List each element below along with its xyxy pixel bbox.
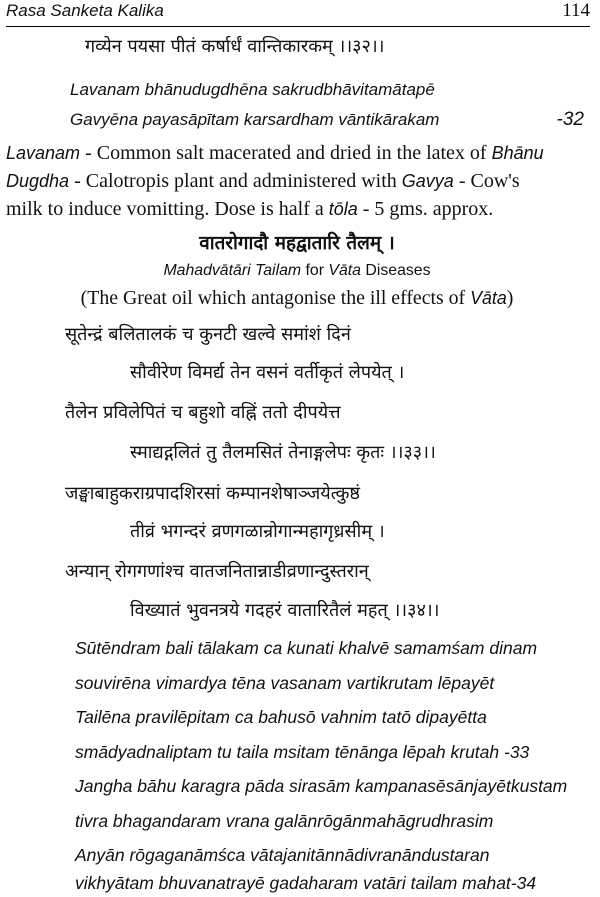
explanation-line-3 [6, 198, 493, 221]
subtitle-term: Mahadvātāri Tailam [163, 262, 302, 279]
sanskrit-verse-32-end: गव्येन पयसा पीतं कर्षार्धं वान्तिकारकम् ।।३२।। [85, 36, 385, 57]
sanskrit-verse-line: स्माद्यद्गलितं तु तैलमसितं तेनाङ्गलेपः कृतः ।।३३।। [130, 442, 436, 463]
translit-verse-line: tivra bhagandaram vrana galānrōgānmahāgrudhrasim [75, 811, 494, 831]
translit-verse-line: Sūtēndram bali tālakam ca kunati khalvē samamśam dinam [75, 638, 538, 658]
description-text: ) [506, 287, 514, 309]
translit-line: Gavyēna payasāpītam karsardham vāntikārakam [70, 110, 440, 129]
translit-verse-line: smādyadnaliptam tu taila msitam tēnānga lēpah krutah -33 [75, 742, 530, 762]
term: Gavya [401, 171, 454, 191]
translit-verse-line: Tailēna pravilēpitam ca bahusō vahnim tatō dipayētta [75, 707, 487, 727]
translit-line: Lavanam bhānudugdhēna sakrudbhāvitamātapē [70, 80, 435, 99]
subtitle-term: Vāta [328, 262, 361, 279]
verse-number: -32 [556, 109, 584, 130]
explanation-text: - Cow's [453, 170, 520, 192]
explanation-text: - 5 gms. approx. [357, 198, 494, 220]
translit-verse-line: vikhyātam bhuvanatrayē gadaharam vatāri tailam mahat-34 [75, 873, 537, 893]
section-description [0, 287, 594, 310]
translit-verse-line: souvirēna vimardya tēna vasanam vartikrutam lēpayēt [75, 673, 495, 693]
sanskrit-verse-line: विख्यातं भुवनत्रये गदहरं वातारितैलं महत् ।।३४।। [130, 600, 440, 621]
subtitle-text: Diseases [360, 262, 431, 279]
running-title: Rasa Sanketa Kalika [6, 1, 164, 20]
explanation-text: - Common salt macerated and dried in the latex of [80, 142, 492, 164]
term: Dugdha [6, 171, 70, 191]
term: tōla [328, 199, 358, 219]
sanskrit-verse-line: तैलेन प्रविलेपितं च बहुशो वह्निं ततो दीपयेत्त [65, 402, 341, 423]
sanskrit-verse-line: जङ्घाबाहुकराग्रपादशिरसां कम्पानशेषाञ्जयेत्कुष्ठं [65, 483, 360, 504]
explanation-line-1 [6, 142, 544, 165]
term: Lavanam [6, 143, 81, 163]
explanation-line-2 [6, 170, 520, 193]
subtitle-text: for [301, 262, 329, 279]
term: Bhānu [491, 143, 544, 163]
explanation-text: - Calotropis plant and administered with [69, 170, 402, 192]
sanskrit-verse-line: सूतेन्द्रं बलितालकं च कुनटी खल्वे समांशं दिनं [65, 324, 351, 345]
explanation-text: milk to induce vomitting. Dose is half a [6, 198, 329, 220]
sanskrit-verse-line: अन्यान् रोगगणांश्च वातजनितान्नाडीव्रणान्दुस्तरान् [65, 561, 369, 582]
section-subtitle [0, 262, 594, 280]
page-header [6, 0, 590, 27]
section-title: वातरोगादौ महद्वातारि तैलम् । [199, 232, 395, 254]
sanskrit-verse-line: तीव्रं भगन्दरं व्रणगळान्रोगान्महागृध्रसीम् । [130, 521, 385, 542]
translit-verse-line: Jangha bāhu karagra pāda sirasām kampanasēsānjayētkustam [75, 776, 568, 796]
page-number: 114 [562, 0, 590, 21]
description-text: (The Great oil which antagonise the ill effects of [80, 287, 471, 309]
translit-verse-line: Anyān rōgaganāmśca vātajanitānnādivranāndustaran [75, 845, 490, 865]
sanskrit-verse-line: सौवीरेण विमर्द्य तेन वसनं वर्तीकृतं लेपयेत् । [130, 362, 405, 383]
description-term: Vāta [470, 288, 507, 308]
